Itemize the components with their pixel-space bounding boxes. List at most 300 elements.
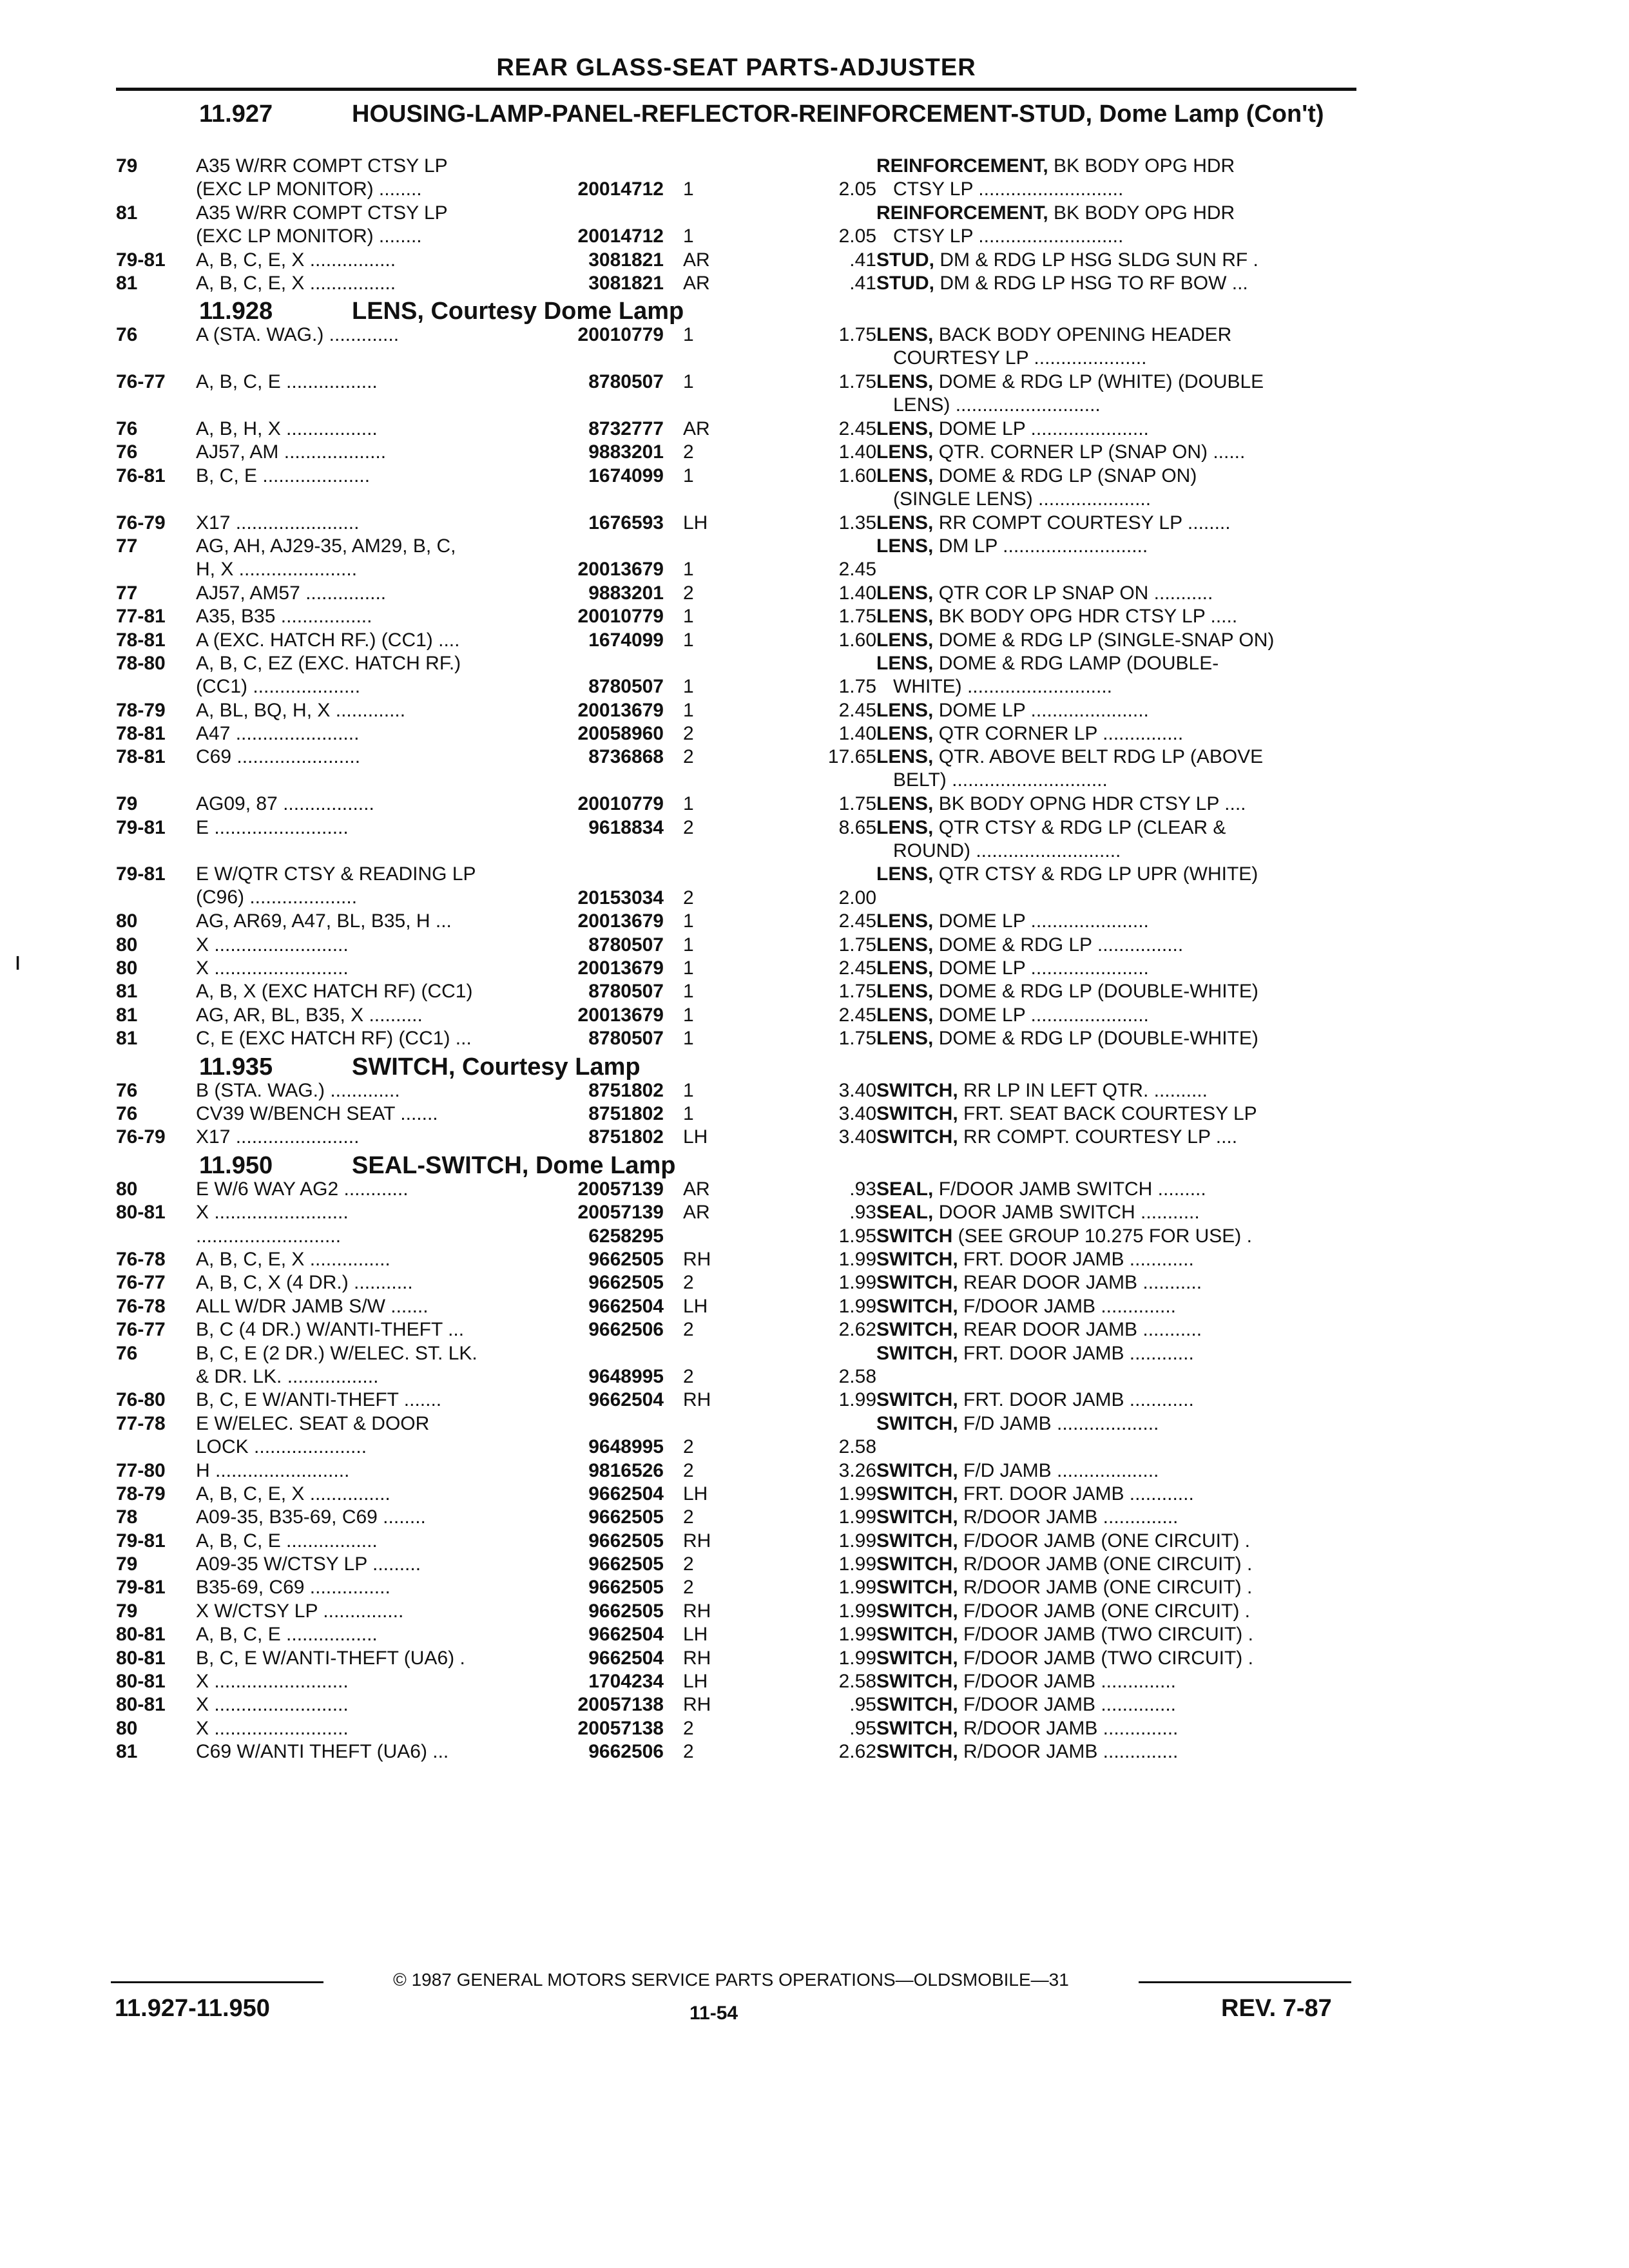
part-number: 9662504 [588,1295,664,1317]
description-line [876,1027,1356,1050]
part-name: SWITCH, [876,1647,958,1669]
part-number: 20057138 [577,1694,664,1716]
description-line [876,512,1356,535]
description-line [876,910,1356,933]
quantity: 1 [683,629,694,651]
description-line [876,1506,1356,1529]
part-number: 9648995 [588,1365,664,1387]
list-price: 1.60 [838,465,876,486]
description-line [876,1717,1356,1740]
page-header: REAR GLASS-SEAT PARTS-ADJUSTER [116,48,1356,91]
model-year: 80 [116,910,138,932]
list-price: 1.99 [838,1647,876,1669]
quantity: 1 [683,957,694,979]
part-name: SWITCH, [876,1103,958,1124]
model-year: 80-81 [116,1624,166,1646]
section-heading [116,1051,1356,1079]
quantity: 1 [683,559,694,581]
description-text: DM & RDG LP HSG TO RF BOW ... [934,272,1248,294]
part-number: 9883201 [588,582,664,604]
description-text: F/DOOR JAMB (TWO CIRCUIT) . [958,1624,1253,1646]
description-text: BK BODY OPG HDR [1048,202,1235,224]
parts-row [116,745,1356,793]
section-heading [116,98,1356,155]
list-price: 1.75 [838,371,876,393]
quantity: 1 [683,699,694,721]
model-year: 78-81 [116,723,166,745]
part-number: 20058960 [577,723,664,745]
part-number: 9662505 [588,1600,664,1622]
quantity: 1 [683,178,694,200]
list-price: 1.75 [838,793,876,815]
parts-row [116,1079,1356,1102]
parts-row [116,699,1356,722]
description-line [876,1412,1356,1436]
list-price: 1.60 [838,629,876,651]
model-year: 81 [116,202,138,224]
part-description [876,1248,1356,1271]
application-line: A, B, C, EZ (EXC. HATCH RF.) [196,652,461,674]
quantity: 1 [683,371,694,393]
application-line: CV39 W/BENCH SEAT ....... [196,1103,438,1124]
description-text: RR COMPT COURTESY LP ........ [933,512,1231,533]
parts-row [116,249,1356,272]
part-name: LENS, [876,793,934,815]
parts-row [116,1553,1356,1576]
application-line: E ......................... [196,816,349,838]
part-number: 20010779 [577,606,664,628]
part-description [876,957,1356,980]
list-price: 2.45 [838,418,876,439]
model-year: 79-81 [116,1577,166,1599]
application-line: A09-35, B35-69, C69 ........ [196,1506,426,1528]
model-year: 78-79 [116,699,166,721]
description-text: F/D JAMB ................... [958,1412,1159,1434]
part-name: LENS, [876,981,934,1003]
description-text: DOME & RDG LAMP (DOUBLE- [933,652,1219,674]
footer-range: 11.927-11.950 [115,1995,270,2022]
model-year: 80-81 [116,1647,166,1669]
list-price: 1.99 [838,1530,876,1552]
model-year: 76-80 [116,1389,166,1411]
description-line [876,1248,1356,1271]
description-line [876,745,1356,769]
application-line: A, B, C, E ................. [196,1624,378,1646]
list-price: 2.05 [838,226,876,247]
part-description [876,1600,1356,1623]
part-name: REINFORCEMENT, [876,155,1048,177]
application-line: B, C, E (2 DR.) W/ELEC. ST. LK. [196,1342,477,1364]
part-name: LENS, [876,629,934,651]
part-description [876,1693,1356,1716]
part-number: 20010779 [577,793,664,815]
part-name: SWITCH, [876,1506,958,1528]
description-line [876,722,1356,745]
part-description [876,202,1356,248]
description-line [876,1553,1356,1576]
part-name: LENS, [876,582,934,604]
section-title: LENS, Courtesy Dome Lamp [352,298,684,325]
parts-row [116,1027,1356,1050]
application-line: E W/QTR CTSY & READING LP [196,863,476,885]
application-line: C, E (EXC HATCH RF) (CC1) ... [196,1028,472,1050]
part-description [876,1740,1356,1763]
description-text: REAR DOOR JAMB ........... [958,1272,1202,1294]
section-title: SEAL-SWITCH, Dome Lamp [352,1151,676,1179]
list-price: 1.40 [838,723,876,745]
description-line [876,272,1356,295]
parts-row [116,1342,1356,1389]
application-line: C69 ....................... [196,746,361,768]
quantity: LH [683,1295,708,1317]
list-price: 1.99 [838,1506,876,1528]
part-description [876,980,1356,1003]
application-line: X ......................... [196,1671,349,1693]
list-price: 1.99 [838,1272,876,1294]
part-number: 9816526 [588,1459,664,1481]
description-line [876,249,1356,272]
quantity: 2 [683,1319,694,1341]
quantity: 1 [683,676,694,698]
parts-row [116,1102,1356,1126]
description-text: DOOR JAMB SWITCH ........... [933,1202,1200,1224]
description-line [876,980,1356,1003]
part-number: 20014712 [577,178,664,200]
part-name: SWITCH, [876,1319,958,1341]
quantity: AR [683,1202,710,1224]
quantity: LH [683,1624,708,1646]
application-line: AJ57, AM ................... [196,441,387,463]
application-line: B, C, E W/ANTI-THEFT (UA6) . [196,1647,465,1669]
description-text: DM & RDG LP HSG SLDG SUN RF . [934,249,1258,271]
description-line [876,1576,1356,1599]
quantity: 2 [683,441,694,463]
part-name: SWITCH, [876,1295,958,1317]
part-description [876,910,1356,933]
application-line: B, C (4 DR.) W/ANTI-THEFT ... [196,1319,465,1341]
application-line: A47 ....................... [196,723,360,745]
part-name: SWITCH, [876,1126,958,1148]
list-price: 2.58 [838,1365,876,1387]
part-description [876,1318,1356,1341]
model-year: 78-81 [116,629,166,651]
application-line: B, C, E W/ANTI-THEFT ....... [196,1389,442,1411]
part-description [876,418,1356,441]
parts-row [116,1412,1356,1459]
application-line: AG, AH, AJ29-35, AM29, B, C, [196,535,456,557]
section-title: HOUSING-LAMP-PANEL-REFLECTOR-REINFORCEMENT-STUD, Dome Lamp (Con't) [352,101,1324,128]
parts-row [116,652,1356,699]
application-line: H, X ...................... [196,558,358,580]
description-line [876,582,1356,605]
part-description [876,512,1356,535]
list-price: .93 [849,1178,876,1200]
part-description [876,1647,1356,1670]
list-price: 1.40 [838,582,876,604]
description-line [876,629,1356,652]
description-text: FRT. DOOR JAMB ............ [958,1248,1194,1270]
application-line: AG09, 87 ................. [196,793,374,815]
part-number: 1674099 [588,465,664,486]
parts-row [116,1389,1356,1412]
part-name: LENS, [876,441,934,463]
application-line: A09-35 W/CTSY LP ......... [196,1553,421,1575]
part-number: 20013679 [577,699,664,721]
quantity: 1 [683,793,694,815]
part-description [876,1102,1356,1126]
parts-row [116,1740,1356,1763]
part-name: STUD, [876,272,934,294]
description-line [876,1693,1356,1716]
quantity: RH [683,1248,711,1270]
description-line: CTSY LP ........................... [893,178,1124,200]
description-text: DOME & RDG LP (WHITE) (DOUBLE [933,371,1264,393]
list-price: 2.45 [838,559,876,581]
description-text: DOME LP ...................... [933,910,1149,932]
application-line: X W/CTSY LP ............... [196,1600,404,1622]
parts-row [116,1178,1356,1201]
list-price: 1.99 [838,1483,876,1504]
application-line: A, B, C, E, X ................ [196,249,396,271]
description-text: DOME LP ...................... [933,699,1149,721]
model-year: 76-78 [116,1295,166,1317]
part-description [876,535,1356,558]
part-description [876,1553,1356,1576]
description-text: DOME & RDG LP (DOUBLE-WHITE) [933,1028,1258,1050]
model-year: 76-79 [116,1126,166,1148]
list-price: 8.65 [838,816,876,838]
application-line: X17 ....................... [196,512,360,533]
description-line [876,1740,1356,1763]
section-number: 11.950 [199,1151,273,1179]
parts-row [116,582,1356,605]
description-text: DOME & RDG LP (SINGLE-SNAP ON) [933,629,1275,651]
description-text: R/DOOR JAMB (ONE CIRCUIT) . [958,1577,1253,1599]
part-name: SEAL, [876,1202,934,1224]
part-name: SWITCH, [876,1272,958,1294]
description-line [876,465,1356,488]
description-text: (SEE GROUP 10.275 FOR USE) . [952,1225,1252,1247]
model-year: 79 [116,155,138,177]
part-name: SWITCH, [876,1671,958,1693]
part-number: 20153034 [577,887,664,908]
part-number: 9662504 [588,1483,664,1504]
part-description [876,722,1356,745]
description-text: F/DOOR JAMB (ONE CIRCUIT) . [958,1530,1250,1552]
quantity: 2 [683,1436,694,1458]
description-line [876,418,1356,441]
list-price: 1.99 [838,1389,876,1411]
application-line: A35 W/RR COMPT CTSY LP [196,202,448,224]
parts-row [116,934,1356,957]
application-line: A, B, X (EXC HATCH RF) (CC1) [196,981,473,1003]
quantity: 1 [683,1103,694,1124]
parts-row [116,1530,1356,1553]
quantity: 2 [683,1459,694,1481]
part-description [876,1576,1356,1599]
quantity: 2 [683,1365,694,1387]
description-line [876,863,1356,886]
quantity: 1 [683,1004,694,1026]
description-line [876,1225,1356,1248]
part-description [876,1079,1356,1102]
part-number: 3081821 [588,272,664,294]
part-description [876,1389,1356,1412]
list-price: .95 [849,1694,876,1716]
model-year: 76 [116,1342,138,1364]
part-name: SEAL, [876,1178,934,1200]
model-year: 76 [116,1103,138,1124]
model-year: 79-81 [116,249,166,271]
application-line: LOCK ..................... [196,1436,367,1457]
part-description [876,1178,1356,1201]
part-description [876,1506,1356,1529]
part-number: 9618834 [588,816,664,838]
list-price: 1.95 [838,1225,876,1247]
description-line: (SINGLE LENS) ..................... [893,488,1152,510]
parts-row [116,816,1356,863]
description-text: BK BODY OPG HDR CTSY LP ..... [933,606,1238,628]
list-price: 2.45 [838,1004,876,1026]
parts-row [116,323,1356,370]
part-description [876,1623,1356,1646]
list-price: 2.00 [838,887,876,908]
parts-row [116,1576,1356,1599]
application-line: A, B, C, E, X ............... [196,1483,390,1504]
parts-row [116,1693,1356,1716]
description-line [876,699,1356,722]
model-year: 77 [116,582,138,604]
part-name: LENS, [876,324,934,346]
quantity: 2 [683,1506,694,1528]
part-description [876,1027,1356,1050]
part-number: 9662504 [588,1647,664,1669]
application-line: A35, B35 ................. [196,606,372,628]
quantity: AR [683,1178,710,1200]
part-number: 8736868 [588,746,664,768]
revision-label: REV. 7-87 [1221,1995,1332,2022]
parts-row [116,722,1356,745]
description-text: BACK BODY OPENING HEADER [933,324,1232,346]
part-description [876,699,1356,722]
part-name: LENS, [876,746,934,768]
part-number: 1676593 [588,512,664,533]
part-number: 9662506 [588,1319,664,1341]
description-line [876,323,1356,347]
part-name: LENS, [876,1004,934,1026]
parts-row [116,1670,1356,1693]
application-line: (C96) .................... [196,887,358,908]
description-text: R/DOOR JAMB .............. [958,1717,1179,1739]
list-price: 1.99 [838,1600,876,1622]
application-line: (CC1) .................... [196,675,361,697]
model-year: 80-81 [116,1202,166,1224]
part-description [876,793,1356,816]
model-year: 76 [116,418,138,439]
application-line: X17 ....................... [196,1126,360,1148]
description-text: RR COMPT. COURTESY LP .... [958,1126,1238,1148]
model-year: 80-81 [116,1671,166,1693]
list-price: 1.75 [838,676,876,698]
part-description [876,465,1356,511]
description-line: ROUND) ........................... [893,840,1121,861]
parts-row [116,1225,1356,1248]
application-line: AG, AR69, A47, BL, B35, H ... [196,910,452,932]
model-year: 76-77 [116,1319,166,1341]
quantity: 1 [683,226,694,247]
description-line: COURTESY LP ..................... [893,347,1147,369]
description-text: F/DOOR JAMB (TWO CIRCUIT) . [958,1647,1253,1669]
quantity: 2 [683,816,694,838]
part-name: LENS, [876,934,934,956]
part-description [876,323,1356,370]
part-description [876,652,1356,698]
part-description [876,934,1356,957]
quantity: 1 [683,606,694,628]
part-name: SWITCH, [876,1577,958,1599]
parts-row [116,1623,1356,1646]
description-line [876,1342,1356,1365]
part-description [876,745,1356,792]
application-line: A (EXC. HATCH RF.) (CC1) .... [196,629,460,651]
quantity: LH [683,512,708,533]
description-line: LENS) ........................... [893,394,1101,416]
part-description [876,1459,1356,1483]
description-text: FRT. SEAT BACK COURTESY LP [958,1103,1257,1124]
model-year: 79 [116,1600,138,1622]
list-price: .41 [849,249,876,271]
description-line [876,816,1356,840]
description-text: F/DOOR JAMB (ONE CIRCUIT) . [958,1600,1250,1622]
parts-row [116,957,1356,980]
list-price: 3.40 [838,1103,876,1124]
model-year: 76 [116,441,138,463]
part-name: SWITCH, [876,1530,958,1552]
quantity: RH [683,1530,711,1552]
page-number: 11-54 [689,2003,738,2024]
list-price: 3.26 [838,1459,876,1481]
part-number: 9662505 [588,1530,664,1552]
part-name: SWITCH, [876,1694,958,1716]
quantity: AR [683,272,710,294]
description-text: DM LP ........................... [933,535,1148,557]
parts-row [116,1600,1356,1623]
part-number: 1704234 [588,1671,664,1693]
part-description [876,249,1356,272]
part-number: 9662505 [588,1248,664,1270]
part-description [876,1670,1356,1693]
part-description [876,272,1356,295]
parts-catalog [116,98,1356,1764]
part-description [876,1295,1356,1318]
part-number: 8751802 [588,1103,664,1124]
part-number: 6258295 [588,1225,664,1247]
description-line [876,1318,1356,1341]
parts-row [116,980,1356,1003]
list-price: 2.45 [838,910,876,932]
part-name: SWITCH, [876,1412,958,1434]
list-price: 2.62 [838,1741,876,1763]
parts-row [116,910,1356,933]
model-year: 76-79 [116,512,166,533]
description-text: BK BODY OPNG HDR CTSY LP .... [933,793,1246,815]
footer-copyright: © 1987 GENERAL MOTORS SERVICE PARTS OPERATIONS—OLDSMOBILE—31 [384,1967,1078,1993]
list-price: 2.45 [838,957,876,979]
part-description [876,1201,1356,1224]
quantity: 1 [683,1028,694,1050]
description-line [876,1271,1356,1294]
application-line: ALL W/DR JAMB S/W ....... [196,1295,429,1317]
